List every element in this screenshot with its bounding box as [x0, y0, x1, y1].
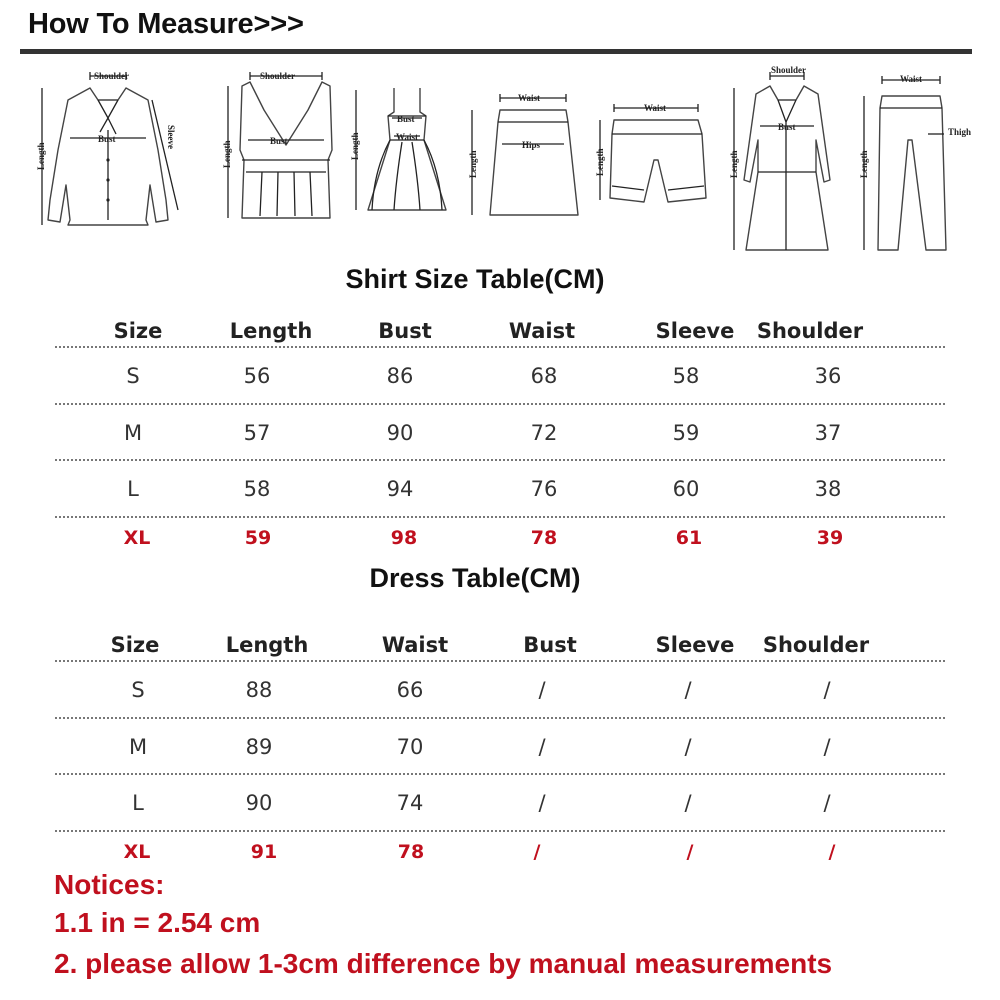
cell-bust: 94	[386, 477, 414, 502]
pants-figure	[848, 60, 978, 265]
cell-length: 58	[243, 477, 271, 502]
table-row	[55, 461, 945, 518]
cell-sleeve: /	[684, 791, 692, 816]
cell-shoulder: 37	[814, 420, 842, 445]
fig-label: Shoulder	[260, 71, 296, 81]
fig-label: Bust	[270, 136, 288, 146]
table-row-xl	[55, 832, 945, 889]
fig-label: Bust	[98, 134, 116, 144]
fig-label: Length	[222, 140, 232, 168]
cell-sleeve: 60	[672, 477, 700, 502]
header-sleeve: Sleeve	[655, 318, 735, 343]
cell-waist: 70	[396, 734, 424, 759]
cell-sleeve: /	[686, 840, 694, 863]
table-header-row	[55, 616, 945, 662]
cell-sleeve: 59	[672, 420, 700, 445]
cell-size: S	[126, 364, 140, 389]
header-length: Length	[229, 318, 313, 343]
fig-label: Length	[468, 150, 478, 178]
fig-label: Shoulder	[771, 65, 807, 75]
blouse-figure	[28, 60, 198, 265]
cell-waist: 76	[530, 477, 558, 502]
skirt-figure	[466, 60, 588, 265]
header-waist: Waist	[508, 318, 576, 343]
table-row	[55, 405, 945, 462]
cell-shoulder: /	[823, 734, 831, 759]
fig-label: Waist	[518, 93, 541, 103]
cell-bust: 98	[390, 526, 418, 549]
fig-label: Hips	[522, 140, 541, 150]
cell-size: XL	[123, 840, 151, 863]
cell-shoulder: 39	[816, 526, 844, 549]
cell-bust: /	[533, 840, 541, 863]
header-shoulder: Shoulder	[762, 632, 870, 657]
cell-bust: 90	[386, 420, 414, 445]
header-waist: Waist	[381, 632, 449, 657]
slip-dress-figure	[344, 60, 466, 265]
cell-size: S	[131, 678, 145, 703]
shirt-table-title: Shirt Size Table(CM)	[345, 264, 605, 294]
fig-label: Length	[729, 150, 739, 178]
cell-length: 91	[250, 840, 278, 863]
notice-line-2: 2. please allow 1-3cm difference by manual measurements	[54, 948, 833, 979]
table-row	[55, 775, 945, 832]
cell-length: 59	[244, 526, 272, 549]
cell-sleeve: 58	[672, 364, 700, 389]
cell-shoulder: 38	[814, 477, 842, 502]
cell-waist: 74	[396, 791, 424, 816]
cell-size: M	[123, 420, 143, 445]
header-size: Size	[113, 318, 163, 343]
fig-label: Waist	[396, 132, 419, 142]
notice-line-1: 1.1 in = 2.54 cm	[54, 907, 261, 938]
cell-length: 57	[243, 420, 271, 445]
table-row	[55, 719, 945, 776]
cell-length: 89	[245, 734, 273, 759]
header-length: Length	[225, 632, 309, 657]
vest-figure	[212, 60, 337, 265]
notices-title: Notices:	[54, 869, 165, 900]
header-shoulder: Shoulder	[756, 318, 864, 343]
cell-size: L	[127, 477, 139, 502]
cell-bust: /	[538, 791, 546, 816]
cell-shoulder: /	[828, 840, 836, 863]
table-row	[55, 348, 945, 405]
table-header-row	[55, 302, 945, 348]
cell-waist: 78	[397, 840, 425, 863]
cell-bust: 86	[386, 364, 414, 389]
header-sleeve: Sleeve	[655, 632, 735, 657]
cell-waist: 72	[530, 420, 558, 445]
fig-label: Sleeve	[166, 125, 176, 149]
trench-coat-figure	[726, 60, 846, 265]
shirt-size-table	[55, 302, 945, 574]
fig-label: Length	[36, 142, 46, 170]
fig-label: Thigh	[948, 127, 972, 137]
cell-shoulder: /	[823, 678, 831, 703]
fig-label: Shoulder	[94, 71, 130, 81]
header-bust: Bust	[378, 318, 432, 343]
fig-label: Waist	[900, 74, 923, 84]
cell-length: 88	[245, 678, 273, 703]
header-divider	[20, 49, 972, 54]
cell-bust: /	[538, 678, 546, 703]
cell-waist: 68	[530, 364, 558, 389]
cell-length: 90	[245, 791, 273, 816]
header-bust: Bust	[523, 632, 577, 657]
table-row	[55, 662, 945, 719]
dress-size-table	[55, 616, 945, 888]
cell-size: XL	[123, 526, 151, 549]
cell-sleeve: 61	[675, 526, 703, 549]
fig-label: Bust	[397, 114, 415, 124]
cell-waist: 78	[530, 526, 558, 549]
dress-table-title: Dress Table(CM)	[369, 563, 581, 593]
cell-size: M	[128, 734, 148, 759]
cell-bust: /	[538, 734, 546, 759]
fig-label: Length	[859, 150, 869, 178]
fig-label: Length	[350, 132, 360, 160]
cell-shoulder: /	[823, 791, 831, 816]
header-size: Size	[110, 632, 160, 657]
cell-sleeve: /	[684, 734, 692, 759]
cell-sleeve: /	[684, 678, 692, 703]
cell-length: 56	[243, 364, 271, 389]
page-title: How To Measure>>>	[28, 8, 304, 40]
fig-label: Waist	[644, 103, 667, 113]
fig-label: Length	[595, 148, 605, 176]
shorts-figure	[592, 60, 720, 265]
cell-size: L	[132, 791, 144, 816]
cell-shoulder: 36	[814, 364, 842, 389]
cell-waist: 66	[396, 678, 424, 703]
fig-label: Bust	[778, 122, 796, 132]
